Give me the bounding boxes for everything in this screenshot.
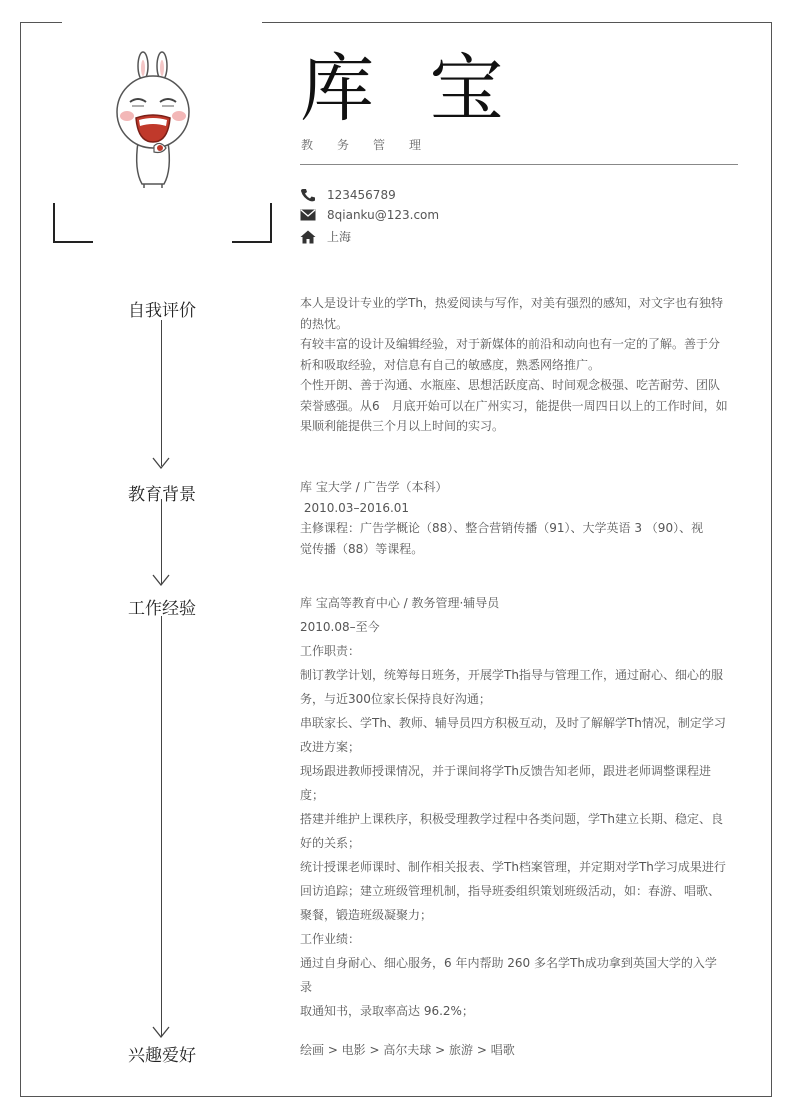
work-line: 务，与近300位家长保持良好沟通； <box>300 692 491 706</box>
evaluation-text <box>300 293 728 437</box>
education-line: 觉传播（88）等课程。 <box>300 541 424 556</box>
arrow-down-icon <box>152 574 170 586</box>
work-line: 搭建并维护上课秩序，积极受理教学过程中各类问题，学Th建立长期、稳定、良 <box>300 812 723 826</box>
work-line: 工作职责： <box>300 644 361 658</box>
evaluation-line: 本人是设计专业的学Th，热爱阅读与写作，对美有强烈的感知，对文字也有独特 <box>300 296 723 310</box>
work-line: 通过自身耐心、细心服务，6 年内帮助 260 多名学Th成功拿到英国大学的入学录 <box>300 956 717 994</box>
arrow-down-icon <box>152 457 170 469</box>
work-line: 好的关系； <box>300 836 361 850</box>
contact-city <box>300 228 351 245</box>
home-icon <box>300 230 316 244</box>
evaluation-line: 析和吸取经验，对信息有自己的敏感度，熟悉网络推广。 <box>300 357 601 372</box>
education-line: 2010.03–2016.01 <box>300 500 410 515</box>
evaluation-line: 荣誉感强。从6 月底开始可以在广州实习，能提供一周四日以上的工作时间，如 <box>300 398 728 413</box>
contact-email <box>300 208 439 222</box>
section-title-work: 工作经验 <box>128 599 196 619</box>
photo-frame-corner-right <box>232 203 272 243</box>
section-title-evaluation: 自我评价 <box>128 301 196 321</box>
education-line: 主修课程：广告学概论（88）、整合营销传播（91）、大学英语 3 （90）、视 <box>300 521 704 535</box>
work-text <box>300 591 728 1023</box>
hobbies-text: 绘画 > 电影 > 高尔夫球 > 旅游 > 唱歌 <box>300 1043 515 1057</box>
work-line: 库 宝高等教育中心 / 教务管理·辅导员 <box>300 596 500 610</box>
city: 上海 <box>327 230 352 244</box>
work-line: 回访追踪；建立班级管理机制，指导班委组织策划班级活动，如：春游、唱歌、 <box>300 884 721 898</box>
work-line: 度； <box>300 788 325 802</box>
evaluation-line: 个性开朗、善于沟通、水瓶座、思想活跃度高、时间观念极强、吃苦耐劳、团队 <box>300 378 721 392</box>
timeline-line <box>161 320 162 466</box>
candidate-role: 教务管理 <box>301 138 446 152</box>
evaluation-line: 的热忱。 <box>300 316 349 331</box>
section-title-education: 教育背景 <box>128 485 196 505</box>
phone-icon <box>300 188 316 202</box>
avatar <box>108 50 198 190</box>
arrow-down-icon <box>152 1026 170 1038</box>
evaluation-line: 有较丰富的设计及编辑经验，对于新媒体的前沿和动向也有一定的了解。善于分 <box>300 337 721 351</box>
mail-icon <box>300 208 316 222</box>
header-divider <box>300 164 738 165</box>
email-address: 8qianku@123.com <box>327 208 440 222</box>
education-text <box>300 477 728 559</box>
phone-number: 123456789 <box>327 188 396 202</box>
education-line: 库 宝大学 / 广告学（本科） <box>300 480 448 494</box>
work-line: 2010.08–至今 <box>300 620 380 634</box>
work-line: 统计授课老师课时、制作相关报表、学Th档案管理，并定期对学Th学习成果进行 <box>300 860 726 874</box>
candidate-name: 库 宝 <box>300 46 520 132</box>
section-title-hobbies: 兴趣爱好 <box>128 1046 196 1066</box>
evaluation-line: 果顺利能提供三个月以上时间的实习。 <box>300 419 505 433</box>
contact-phone <box>300 188 396 202</box>
timeline-line <box>161 499 162 584</box>
timeline-line <box>161 616 162 1036</box>
work-line: 取通知书，录取率高达 96.2%； <box>300 1004 474 1018</box>
work-line: 串联家长、学Th、教师、辅导员四方积极互动，及时了解解学Th情况，制定学习 <box>300 716 726 730</box>
work-line: 聚餐，锻造班级凝聚力； <box>300 908 433 922</box>
border-gap <box>62 20 262 25</box>
work-line: 制订教学计划，统筹每日班务，开展学Th指导与管理工作，通过耐心、细心的服 <box>300 668 723 682</box>
work-line: 现场跟进教师授课情况，并于课间将学Th反馈告知老师，跟进老师调整课程进 <box>300 764 711 778</box>
work-line: 工作业绩： <box>300 932 361 946</box>
photo-frame-corner-left <box>53 203 93 243</box>
work-line: 改进方案； <box>300 740 361 754</box>
